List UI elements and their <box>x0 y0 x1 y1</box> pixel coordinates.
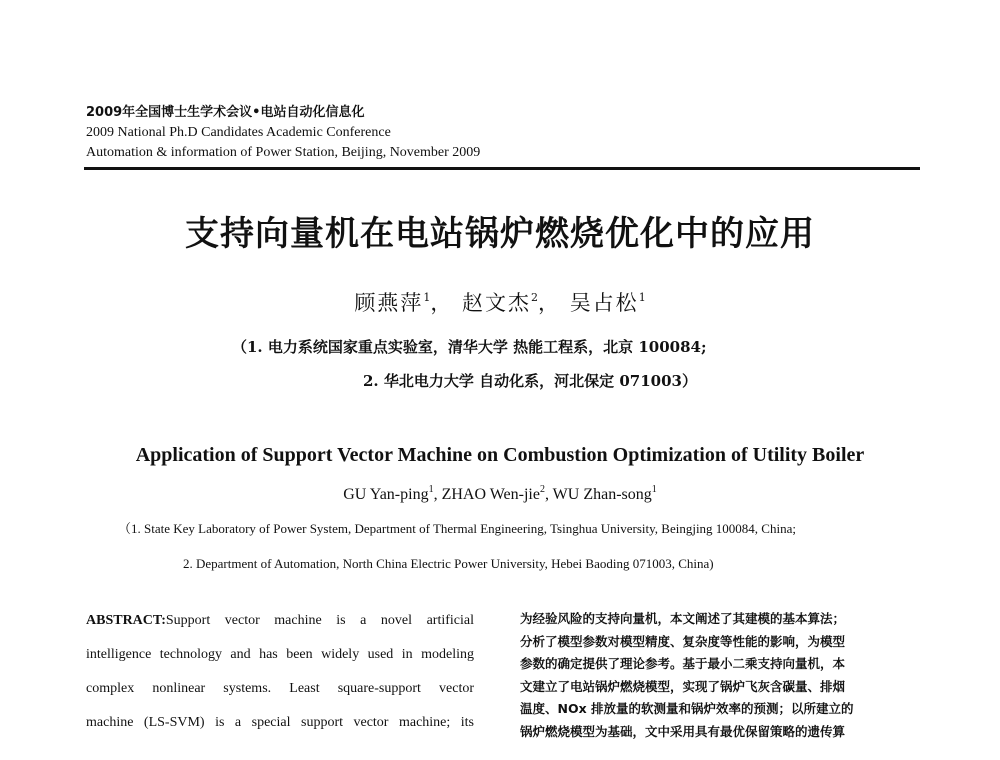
author-affil-mark: 2 <box>539 484 545 495</box>
abstract-line: intelligence technology and has been widely used in modeling <box>86 647 474 662</box>
author-separator: , <box>544 486 553 503</box>
abstract-text: Support vector machine is a novel artificial <box>165 613 474 628</box>
conference-venue-date: Automation & information of Power Station, Beijing, November 2009 <box>86 145 481 160</box>
affiliation-en-2: 2. Department of Automation, North China Electric Power University, Hebei Baoding 071003, China) <box>183 556 714 571</box>
body-line: 温度、NOx 排放量的软测量和锅炉效率的预测；以所建立的 <box>520 701 854 717</box>
body-line: 文建立了电站锅炉燃烧模型，实现了锅炉飞灰含碳量、排烟 <box>520 678 846 694</box>
author-separator: ， <box>430 291 454 315</box>
author-affil-mark: 1 <box>638 291 646 304</box>
body-line: 参数的确定提供了理论参考。基于最小二乘支持向量机，本 <box>520 656 846 672</box>
authors-cn <box>0 282 1000 319</box>
abstract-line <box>86 604 474 638</box>
author-affil-mark: 1 <box>428 484 434 495</box>
author-name: GU Yan-ping <box>343 486 429 503</box>
author-affil-mark: 1 <box>651 484 657 495</box>
abstract-label: ABSTRACT: <box>86 613 166 628</box>
author-name: ZHAO Wen-jie <box>441 486 540 503</box>
abstract-line: machine (LS-SVM) is a special support vector machine; its <box>86 715 474 730</box>
author-affil-mark: 1 <box>423 291 431 304</box>
abstract-line: complex nonlinear systems. Least square-support vector <box>86 681 474 696</box>
author-separator: ， <box>538 291 561 315</box>
author-separator: , <box>433 486 442 503</box>
paper-title-cn: 支持向量机在电站锅炉燃烧优化中的应用 <box>185 214 815 254</box>
affiliation-cn-2: 2. 华北电力大学 自动化系，河北保定 071003） <box>363 372 697 390</box>
paper-title-en: Application of Support Vector Machine on Combustion Optimization of Utility Boiler <box>135 444 865 466</box>
body-line: 为经验风险的支持向量机，本文阐述了其建模的基本算法； <box>520 611 846 626</box>
author-name: 顾燕萍 <box>354 291 424 315</box>
abstract-en <box>86 604 474 740</box>
conference-header <box>86 103 920 163</box>
authors-en <box>0 478 1000 507</box>
conference-name-en: 2009 National Ph.D Candidates Academic Conference <box>86 125 391 140</box>
conference-name-cn: 2009年全国博士生学术会议•电站自动化信息化 <box>86 105 365 120</box>
abstract-cn-column <box>520 608 913 744</box>
body-line: 分析了模型参数对模型精度、复杂度等性能的影响，为模型 <box>520 633 846 649</box>
affiliation-cn-1: （1. 电力系统国家重点实验室，清华大学 热能工程系，北京 100084; <box>232 338 707 356</box>
author-name: 吴占松 <box>569 291 639 315</box>
author-name: 赵文杰 <box>462 291 531 315</box>
author-affil-mark: 2 <box>531 291 538 304</box>
affiliation-en-1: （1. State Key Laboratory of Power System, Department of Thermal Engineering, Tsinghua University, Beingjing 100084, China; <box>118 521 796 536</box>
body-line: 锅炉燃烧模型为基础，文中采用具有最优保留策略的遗传算 <box>520 723 846 739</box>
author-name: WU Zhan-song <box>552 486 652 503</box>
header-rule <box>84 167 920 170</box>
